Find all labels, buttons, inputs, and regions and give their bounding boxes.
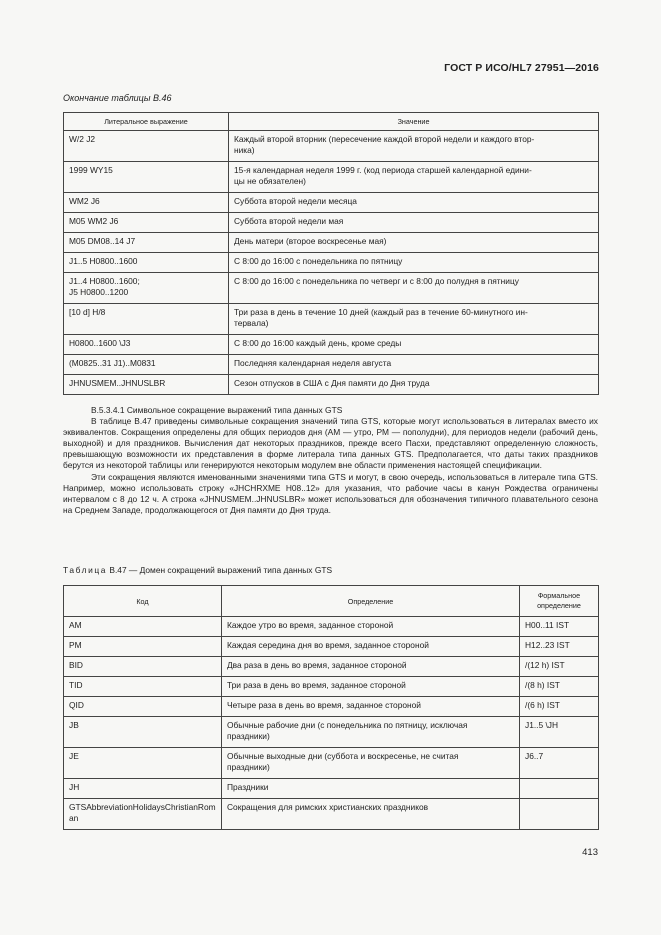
table-header-row: [64, 586, 599, 617]
table-row: [64, 697, 599, 717]
value-cell: День матери (второе воскресенье мая): [229, 233, 599, 253]
section-gts-abbreviations: [63, 405, 598, 516]
table-row: [64, 717, 599, 748]
table-row: [64, 748, 599, 779]
column-header-formal: Формальное определение: [520, 586, 599, 617]
literal-cell: M05 WM2 J6: [64, 213, 229, 233]
definition-cell: Обычные рабочие дни (с понедельника по пятницу, исключая праздники): [222, 717, 520, 748]
table-row: [64, 304, 599, 335]
table-row: [64, 335, 599, 355]
value-cell: Три раза в день в течение 10 дней (каждый раз в течение 60-минутного ин- тервала): [229, 304, 599, 335]
column-header-value: Значение: [229, 113, 599, 131]
literal-cell: W/2 J2: [64, 131, 229, 162]
literal-cell: 1999 WY15: [64, 162, 229, 193]
literal-cell: (M0825..31 J1)..M0831: [64, 355, 229, 375]
column-header-definition: Определение: [222, 586, 520, 617]
definition-cell: Четыре раза в день во время, заданное стороной: [222, 697, 520, 717]
paragraph-2: Эти сокращения являются именованными значениями типа GTS и могут, в свою очередь, использоваться в литерале типа GTS. Например, можно использовать строку «JHCHRXME H08..12» для указания, что рабочие часы в канун Рождества ограничены интервалом с 8 до 12 ч. А строка «JHNUSMEM..JHNUSLBR» может использоваться для обозначения типичного плавательного сезона на Среднем Западе, продолжающегося от Дня памяти до Дня труда.: [63, 471, 598, 515]
value-cell: С 8:00 до 16:00 каждый день, кроме среды: [229, 335, 599, 355]
code-cell: JB: [64, 717, 222, 748]
formal-definition-cell: J6..7: [520, 748, 599, 779]
table-row: [64, 355, 599, 375]
definition-cell: Сокращения для римских христианских праздников: [222, 799, 520, 830]
literal-cell: [10 d] H/8: [64, 304, 229, 335]
definition-cell: Праздники: [222, 779, 520, 799]
column-header-literal: Литеральное выражение: [64, 113, 229, 131]
table-row: [64, 617, 599, 637]
table-row: [64, 657, 599, 677]
table1-caption: Окончание таблицы В.46: [63, 93, 172, 103]
value-cell: Суббота второй недели мая: [229, 213, 599, 233]
code-cell: QID: [64, 697, 222, 717]
value-cell: Суббота второй недели месяца: [229, 193, 599, 213]
document-standard-header: ГОСТ Р ИСО/HL7 27951—2016: [444, 62, 599, 74]
value-cell: С 8:00 до 16:00 с понедельника по четверг и с 8:00 до полудня в пятницу: [229, 273, 599, 304]
definition-cell: Каждое утро во время, заданное стороной: [222, 617, 520, 637]
definition-cell: Три раза в день во время, заданное стороной: [222, 677, 520, 697]
formal-definition-cell: /(12 h) IST: [520, 657, 599, 677]
table-row: [64, 273, 599, 304]
table-header-row: [64, 113, 599, 131]
formal-definition-cell: H12..23 IST: [520, 637, 599, 657]
page-number: 413: [582, 847, 598, 858]
literal-cell: JHNUSMEM..JHNUSLBR: [64, 375, 229, 395]
definition-cell: Обычные выходные дни (суббота и воскресенье, не считая праздники): [222, 748, 520, 779]
code-cell: BID: [64, 657, 222, 677]
value-cell: С 8:00 до 16:00 с понедельника по пятницу: [229, 253, 599, 273]
code-cell: TID: [64, 677, 222, 697]
definition-cell: Каждая середина дня во время, заданное стороной: [222, 637, 520, 657]
literal-cell: WM2 J6: [64, 193, 229, 213]
value-cell: Последняя календарная неделя августа: [229, 355, 599, 375]
literal-cell: J1..4 H0800..1600; J5 H0800..1200: [64, 273, 229, 304]
table-row: [64, 162, 599, 193]
table-row: [64, 131, 599, 162]
formal-definition-cell: [520, 799, 599, 830]
formal-definition-cell: J1..5 \JH: [520, 717, 599, 748]
value-cell: 15-я календарная неделя 1999 г. (код периода старшей календарной едини- цы не обязателен): [229, 162, 599, 193]
section-heading: В.5.3.4.1 Символьное сокращение выражений типа данных GTS: [91, 405, 343, 415]
literal-expressions-table: [63, 112, 599, 395]
table-row: [64, 213, 599, 233]
table-row: [64, 233, 599, 253]
code-cell: AM: [64, 617, 222, 637]
table2-caption-text: В.47 — Домен сокращений выражений типа данных GTS: [109, 565, 333, 575]
column-header-code: Код: [64, 586, 222, 617]
code-cell: PM: [64, 637, 222, 657]
table2-caption: [63, 565, 332, 575]
code-cell: GTSAbbreviationHolidaysChristianRoman: [64, 799, 222, 830]
code-cell: JH: [64, 779, 222, 799]
table-row: [64, 677, 599, 697]
table2-caption-label: Таблица: [63, 565, 108, 575]
formal-definition-cell: /(8 h) IST: [520, 677, 599, 697]
table-row: [64, 375, 599, 395]
value-cell: Каждый второй вторник (пересечение каждой второй недели и каждого втор- ника): [229, 131, 599, 162]
literal-cell: M05 DM08..14 J7: [64, 233, 229, 253]
table-row: [64, 799, 599, 830]
table-row: [64, 253, 599, 273]
literal-cell: J1..5 H0800..1600: [64, 253, 229, 273]
literal-cell: H0800..1600 \J3: [64, 335, 229, 355]
formal-definition-cell: H00..11 IST: [520, 617, 599, 637]
paragraph-1: В таблице В.47 приведены символьные сокращения значений типа GTS, которые могут использоваться в литералах вместо их эквивалентов. Сокращения определены для общих периодов дня (AM — утро, PM — пополудни), для периодов недели (рабочий день, выходной) и для праздников. Вычисления дат некоторых праздников, прежде всего Пасхи, представляют определенную сложность, превышающую возможности их представления в форме литерала типа данных GTS. Предполагается, что даты таких праздников берутся из некоторой таблицы или генерируются некоторым модулем вне области применения настоящей спецификации.: [63, 416, 598, 471]
table-row: [64, 637, 599, 657]
code-cell: JE: [64, 748, 222, 779]
gts-abbreviations-table: [63, 585, 599, 830]
definition-cell: Два раза в день во время, заданное стороной: [222, 657, 520, 677]
table-row: [64, 193, 599, 213]
formal-definition-cell: /(6 h) IST: [520, 697, 599, 717]
formal-definition-cell: [520, 779, 599, 799]
table-row: [64, 779, 599, 799]
value-cell: Сезон отпусков в США с Дня памяти до Дня труда: [229, 375, 599, 395]
